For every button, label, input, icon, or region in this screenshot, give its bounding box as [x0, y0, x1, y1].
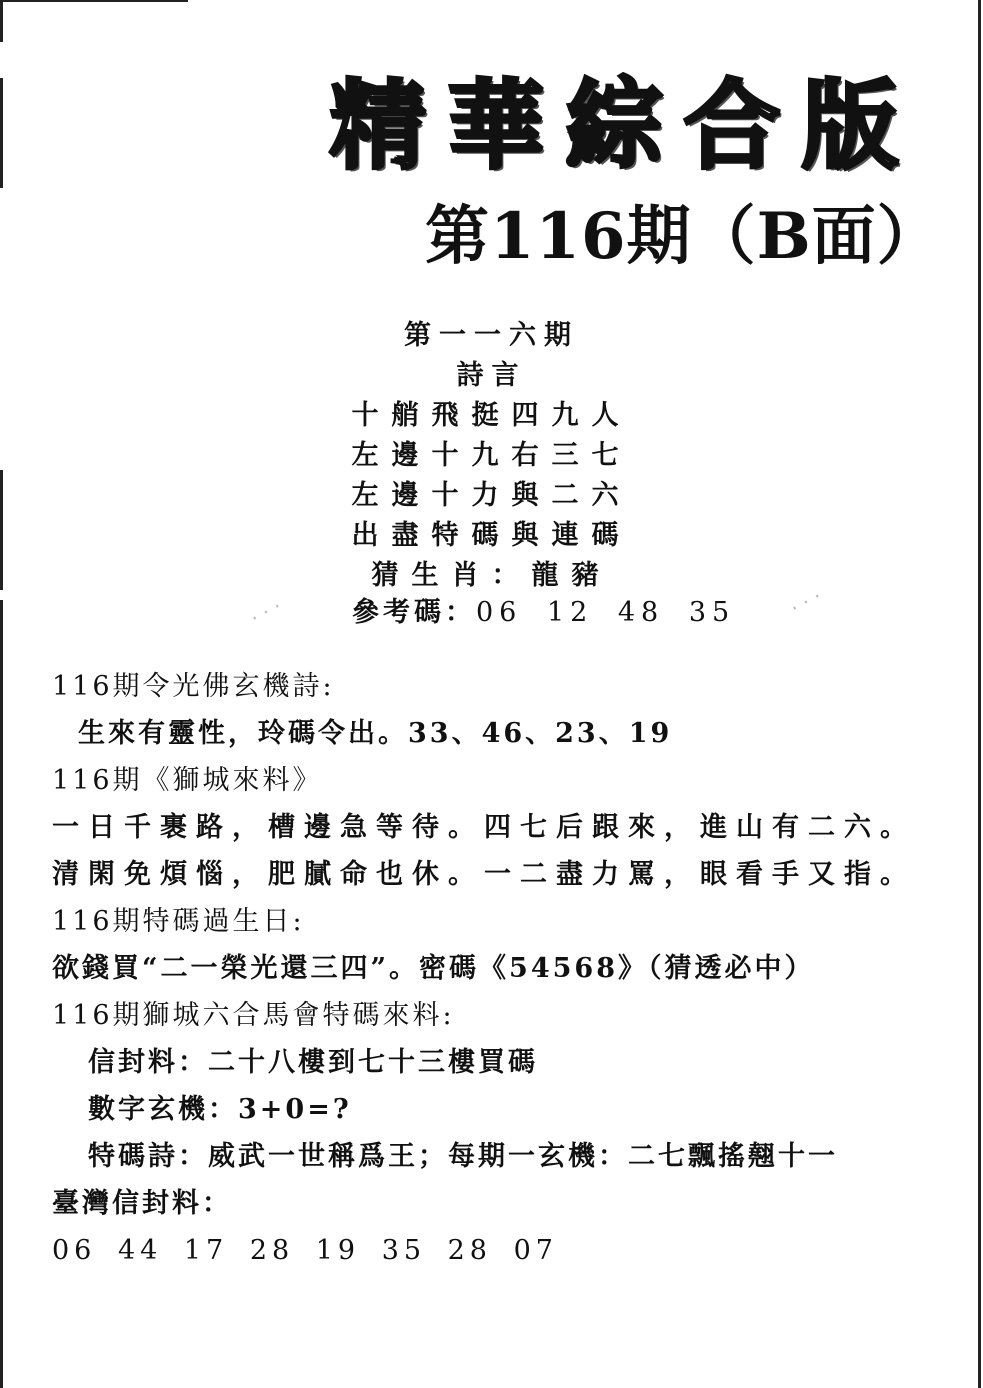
body-line: 116期令光佛玄機詩:: [52, 671, 335, 702]
poem-line: 十艄飛挺四九人: [351, 400, 632, 431]
scan-smudge: · · ·: [246, 593, 286, 631]
page-title: 精華綜合版: [330, 69, 920, 182]
body-line: 生來有靈性，玲碼令出。33、46、23、19: [78, 718, 673, 749]
scan-smudge: · · ·: [786, 583, 826, 621]
body-line: 欲錢買“二一榮光還三四”。密碼《54568》（猜透必中）: [52, 953, 815, 984]
body-line: 116期特碼過生日:: [52, 906, 305, 937]
poem-line: 出盡特碼與連碼: [351, 520, 632, 551]
issue-number: 第116期（B面）: [425, 199, 942, 274]
poem-zodiac: 猜生肖：龍豬: [371, 560, 612, 591]
scan-edge: [0, 0, 3, 42]
scan-edge: [0, 0, 188, 2]
scan-edge: [978, 0, 981, 1388]
body-line: 06 44 17 28 19 35 28 07: [52, 1235, 558, 1266]
body-line: 116期獅城六合馬會特碼來料:: [52, 1000, 455, 1031]
scan-edge: [0, 78, 3, 188]
body-line: 數字玄機：3+0=?: [88, 1094, 352, 1125]
reference-code: [352, 590, 735, 629]
poem-subheading: 詩言: [456, 360, 527, 391]
poem-heading: 第一一六期: [404, 320, 579, 351]
poem-line: 左邊十力與二六: [351, 480, 632, 511]
body-line: 信封料：二十八樓到七十三樓買碼: [88, 1047, 538, 1078]
reference-code-numbers: 06 12 48 35: [476, 597, 736, 628]
body-line: 一日千裹路，槽邊急等待。四七后跟來，進山有二六。: [52, 812, 916, 843]
poem-block: [0, 316, 983, 596]
body-line: 特碼詩：威武一世稱爲王；每期一玄機：二七飄搖翹十一: [88, 1141, 838, 1172]
reference-code-label: 參考碼：: [352, 597, 476, 628]
body-text: [52, 663, 957, 1274]
poem-line: 左邊十九右三七: [351, 440, 632, 471]
body-line: 116期《獅城來料》: [52, 765, 323, 796]
body-line: 清閑免煩惱，肥膩命也休。一二盡力罵，眼看手又指。: [52, 859, 916, 890]
scan-edge: [0, 600, 3, 1388]
body-line: 臺灣信封料：: [52, 1188, 232, 1219]
